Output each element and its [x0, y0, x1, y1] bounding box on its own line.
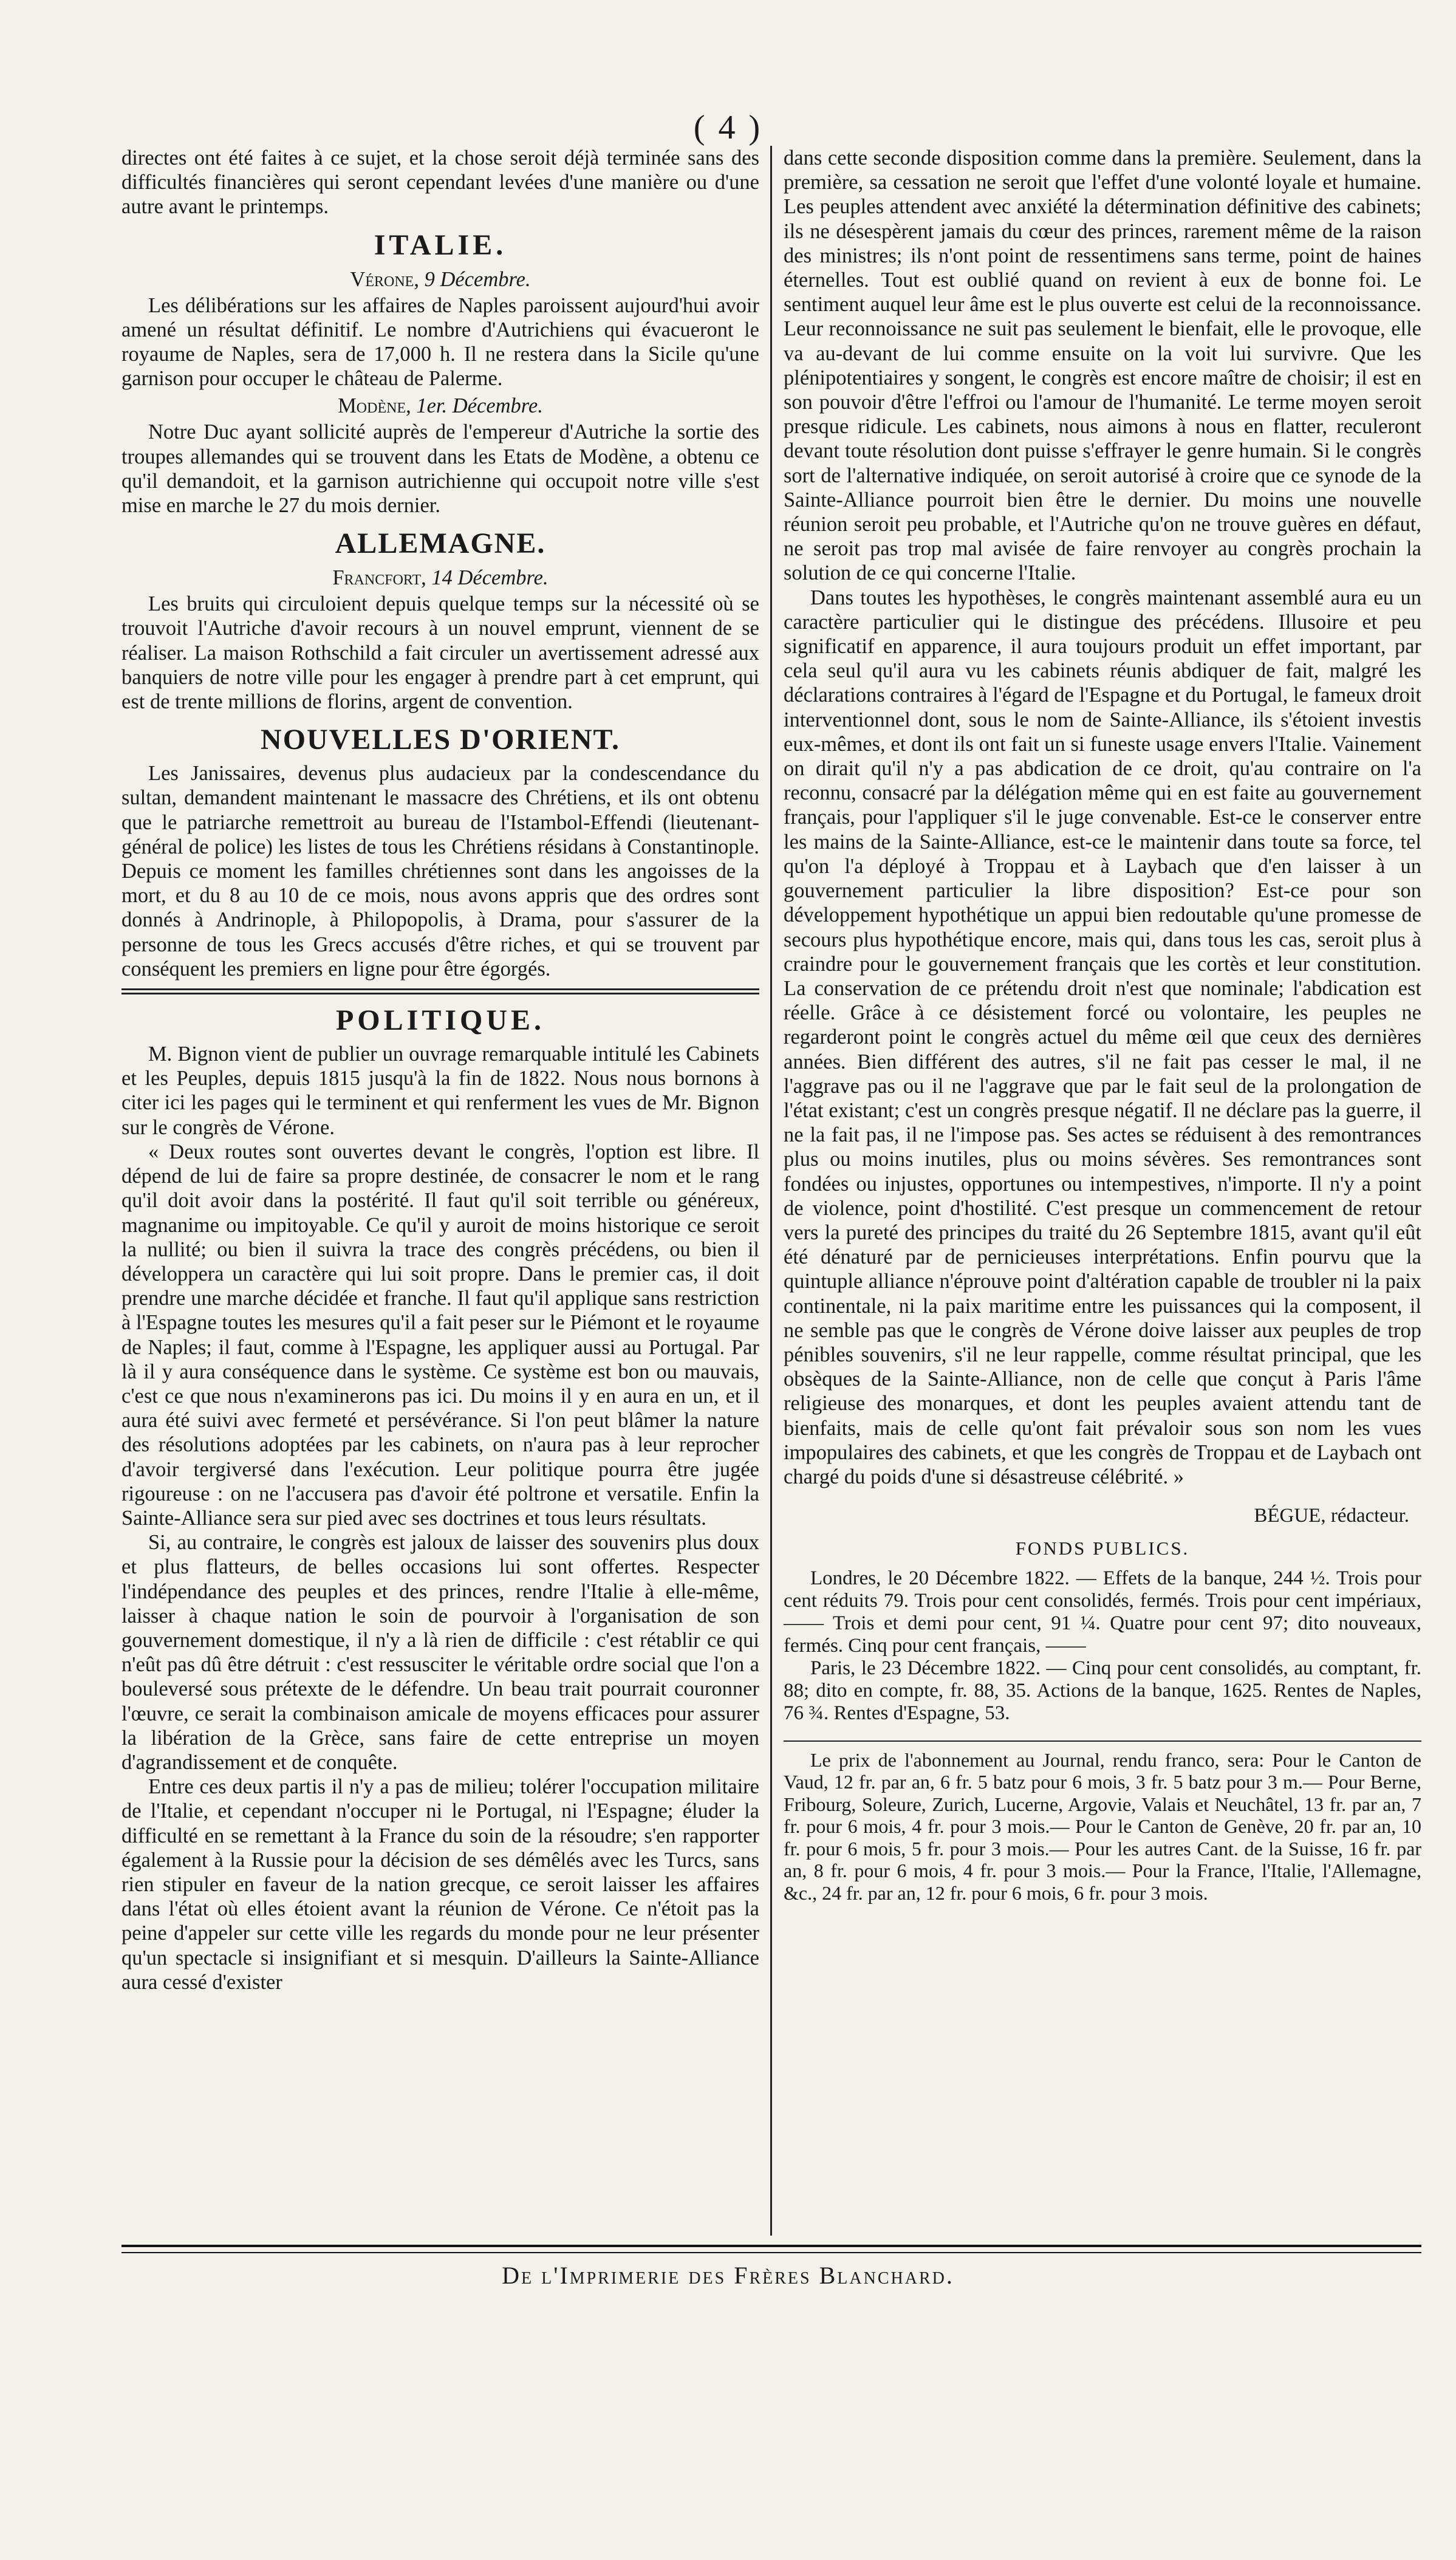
orient-heading: NOUVELLES D'ORIENT.: [261, 724, 620, 756]
left-column: [121, 146, 759, 1994]
politique-continued-paragraph: dans cette seconde disposition comme dans la première. Seulement, dans la première, sa cessation ne seroit que l'effet d'une volonté loyale et humaine. Les peuples attendent avec anxiété la détermination définitive des cabinets; ils ne désespèrent jamais du cœur des princes, rarement même de la raison des ministres; ils n'ont point de ressentimens sans terme, point de haines éternelles. Tout est oublié quand on revient à eux de bonne foi. Le sentiment auquel leur âme est le plus ouverte est celui de la reconnoissance. Leur reconnoissance ne suit pas seulement le bienfait, elle le provoque, elle va au-devant de lui comme ensuite on la voit lui survivre. Que les plénipotentiaires y songent, le congrès est encore maître de choisir; il est en son pouvoir d'être l'effroi ou l'amour de l'humanité. Le terme moyen seroit presque ridicule. Les cabinets, nous aimons à nous en flatter, reculeront devant toute résolution dont puisse s'effrayer le genre humain. Si le congrès sort de l'alternative indiquée, on seroit autorisé à croire que ce synode de la Sainte-Alliance pourroit bien être le dernier. Du moins une nouvelle réunion seroit peu probable, et l'Autriche qu'on ne trouve guères en défaut, ne seroit pas trop mal avisée de faire renvoyer au congrès prochain la solution de ce qui concerne l'Italie.: [784, 146, 1421, 585]
orient-paragraph: Les Janissaires, devenus plus audacieux par la condescendance du sultan, demandent maintenant le massacre des Chrétiens, et ils ont obtenu que le patriarche remettroit au bureau de l'Istambol-Effendi (lieutenant-général de police) les listes de tous les Chrétiens résidans à Constantinople. Depuis ce moment les familles chrétiennes sont dans les angoisses de la mort, et du 8 au 10 de ce mois, nous avons appris que des ordres sont donnés à Andrinople, à Philopopolis, à Drama, pour s'assurer de la personne de tous les Grecs accusés d'être riches, et qui se trouvent par conséquent les premiers en ligne pour être égorgés.: [121, 762, 759, 981]
francfort-date: 14 Décembre.: [431, 566, 549, 590]
allemagne-paragraph: Les bruits qui circuloient depuis quelque temps sur la nécessité où se trouvoit l'Autriche d'avoir recours à un nouvel emprunt, viennent de se réaliser. La maison Rothschild a fait circuler un avertissement adressé aux banquiers de notre ville pour les engager à prendre part à cet emprunt, qui est de trente millions de florins, argent de convention.: [121, 592, 759, 714]
subscription-notice: [784, 1740, 1421, 1905]
francfort-dateline: [121, 565, 759, 590]
footer-rule: [121, 2245, 1421, 2253]
londres-quotes: Londres, le 20 Décembre 1822. — Effets de la banque, 244 ½. Trois pour cent réduits 79. Trois pour cent consolidés, fermés. Trois pour cent impériaux, —— Trois et demi pour cent, 91 ¼. Quatre pour cent 97; dito nouveaux, fermés. Cinq pour cent français, ——: [784, 1567, 1421, 1657]
politique-paragraph-4: Entre ces deux partis il n'y a pas de milieu; tolérer l'occupation militaire de l'Italie, et cependant n'occuper ni le Portugal, ni l'Espagne; éluder la difficulté en se remettant à la France du soin de la résoudre; s'en rapporter également à la Russie pour la décision de ses démêlés avec les Turcs, sans rien stipuler en faveur de la nation grecque, ce seroit laisser les affaires dans l'état où elles étoient avant la réunion de Vérone. Ce n'étoit pas la peine d'appeler sur cette ville les regards du monde pour ne leur présenter qu'un spectacle si insignifiant et si mesquin. D'ailleurs la Sainte-Alliance aura cessé d'exister: [121, 1775, 759, 1994]
funds-heading: FONDS PUBLICS.: [1015, 1538, 1190, 1559]
politique-paragraph-1: M. Bignon vient de publier un ouvrage remarquable intitulé les Cabinets et les Peuples, depuis 1815 jusqu'à la fin de 1822. Nous nous bornons à citer ici les pages qui le terminent et qui renferment les vues de Mr. Bignon sur le congrès de Vérone.: [121, 1042, 759, 1139]
verone-dateline: [121, 267, 759, 292]
politique-paragraph-3: Si, au contraire, le congrès est jaloux de laisser des souvenirs plus doux et plus flatteurs, de belles occasions lui sont offertes. Respecter l'indépendance des peuples et des princes, rendre l'Italie à elle-même, laisser à chaque nation le soin de pourvoir à l'organisation de son gouvernement domestique, il n'y a là rien de difficile : c'est rétablir ce qui n'eût pas dû être détruit : c'est ressusciter le véritable ordre social que l'on a bouleversé sous prétexte de le défendre. Un beau trait pourrait couronner l'œuvre, ce serait la combinaison amicale de moyens efficaces pour assurer la libération de la Grèce, sans faire de cette entreprise un moyen d'agrandissement et de conquête.: [121, 1531, 759, 1774]
modene-place: Modène,: [338, 394, 411, 418]
modene-dateline: [121, 393, 759, 419]
right-column: [784, 146, 1421, 1904]
verone-paragraph: Les délibérations sur les affaires de Naples paroissent aujourd'hui avoir amené un résultat définitif. Le nombre d'Autrichiens qui évacueront le royaume de Naples, sera de 17,000 h. Il ne restera dans la Sicile qu'une garnison pour occuper le château de Palerme.: [121, 293, 759, 391]
intro-paragraph: directes ont été faites à ce sujet, et la chose seroit déjà terminée sans des difficultés financières qui seront cependant levées d'une manière ou d'une autre avant le printemps.: [121, 146, 759, 219]
paris-quotes: Paris, le 23 Décembre 1822. — Cinq pour cent consolidés, au comptant, fr. 88; dito en compte, fr. 88, 35. Actions de la banque, 1625. Rentes de Naples, 76 ¾. Rentes d'Espagne, 53.: [784, 1657, 1421, 1724]
modene-paragraph: Notre Duc ayant sollicité auprès de l'empereur d'Autriche la sortie des troupes allemandes qui se trouvent dans les Etats de Modène, a obtenu ce qu'il demandoit, et la garnison autrichienne qui occupoit notre ville s'est mise en marche le 27 du mois dernier.: [121, 420, 759, 518]
verone-place: Vérone,: [350, 267, 419, 291]
column-rule: [770, 146, 772, 2236]
editor-signature: BÉGUE, rédacteur.: [1254, 1505, 1409, 1527]
politique-paragraph-5: Dans toutes les hypothèses, le congrès maintenant assemblé aura eu un caractère particulier qui le distingue des précédens. Illusoire et peu significatif en apparence, il aura toujours produit un effet important, par cela seul qu'il aura vu les cabinets réunis abdiquer de fait, malgré les déclarations contraires à l'égard de l'Espagne et du Portugal, le fameux droit interventionnel dont, sous le nom de Sainte-Alliance, ils s'étoient investis eux-mêmes, et dont ils ont fait un si funeste usage envers l'Italie. Vainement on dirait qu'il n'y a pas abdication de ce droit, qu'au contraire on l'a reconnu, consacré par la délégation même qui en est faite au gouvernement français, pour l'appliquer s'il le juge convenable. Est-ce le conserver entre les mains de la Sainte-Alliance, est-ce le maintenir dans toute sa force, tel qu'on l'a déployé à Troppau et à Laybach que d'en laisser à un gouvernement particulier la libre disposition? Est-ce pour son développement hypothétique un appui bien redoutable qu'une promesse de secours plus hypothétique encore, mais qui, dans tous les cas, seroit plus à craindre pour le gouvernement français que les cortès et leur constitution. La conservation de ce prétendu droit n'est que nominale; l'abdication est réelle. Grâce à ce désistement forcé ou volontaire, les peuples ne regarderont point le congrès actuel du même œil que ceux des dernières années. Bien différent des autres, s'il ne fait pas cesser le mal, il ne l'aggrave pas ou il ne l'aggrave que par le fait seul de la prolongation de l'état existant; c'est un congrès presque négatif. Il ne déclare pas la guerre, il ne la fait pas, il ne l'impose pas. Ses actes se réduisent à des remontrances plus ou moins inutiles, plus ou moins sévères. Ses remontrances sont fondées ou injustes, opportunes ou intempestives, n'importe. Il n'y a point de violence, point d'hostilité. C'est presque un commencement de retour vers la pureté des principes du traité du 26 Septembre 1815, avant qu'il eût été dénaturé par de pernicieuses interprétations. Enfin pourvu que la quintuple alliance n'éprouve point d'altération capable de troubler ni la paix continentale, ni la paix maritime entre les puissances qui la composent, il ne semble pas que le congrès de Vérone doive laisser aux peuples de trop pénibles souvenirs, s'il ne leur rappelle, comme résultat principal, que les obsèques de la Sainte-Alliance, non de celle que conçut à Paris l'âme religieuse des monarques, et dont les peuples avaient attendu tant de bienfaits, mais de celle qu'ont fait prévaloir sous son nom les vues impopulaires des cabinets, et que les congrès de Troppau et de Laybach ont chargé du poids d'une si désastreuse célébrité. »: [784, 586, 1421, 1488]
politique-paragraph-2: « Deux routes sont ouvertes devant le congrès, l'option est libre. Il dépend de lui de faire sa propre destinée, de consacrer le nom et le rang qu'il doit avoir dans la postérité. Il faut qu'il soit terrible ou généreux, magnanime ou impitoyable. Ce qu'il y auroit de moins historique ce seroit la nullité; ou bien il suivra la trace des congrès précédens, ou bien il développera un caractère qui lui soit propre. Dans le premier cas, il doit prendre une marche décidée et franche. Il faut qu'il applique sans restriction à l'Espagne toutes les mesures qu'il a fait peser sur le Piémont et le royaume de Naples; il faut, comme à l'Espagne, les appliquer aussi au Portugal. Par là il y aura conséquence dans le système. Ce système est bon ou mauvais, c'est ce que nous n'examinerons pas ici. Du moins il y en aura en un, et il aura été suivi avec fermeté et persévérance. Si l'on peut blâmer la nature des résolutions adoptées par les cabinets, on n'aura pas à leur reprocher d'avoir tergiversé dans l'exécution. Leur politique pourra être jugée rigoureuse : on ne l'accusera pas d'avoir été poltrone et versatile. Enfin la Sainte-Alliance sera sur pied avec ses doctrines et tous leurs résultats.: [121, 1140, 759, 1530]
francfort-place: Francfort,: [332, 566, 426, 590]
verone-date: 9 Décembre.: [424, 267, 531, 291]
allemagne-heading: ALLEMAGNE.: [335, 527, 546, 560]
page-number: ( 4 ): [693, 109, 763, 146]
printer-imprint: De l'Imprimerie des Frères Blanchard.: [502, 2262, 954, 2289]
section-divider: [121, 988, 759, 994]
subscription-text: Le prix de l'abonnement au Journal, rendu franco, sera: Pour le Canton de Vaud, 12 fr. par an, 6 fr. 5 batz pour 6 mois, 3 fr. 5 batz pour 3 m.— Pour Berne, Fribourg, Soleure, Zurich, Lucerne, Argovie, Valais et Neuchâtel, 13 fr. par an, 7 fr. pour 6 mois, 4 fr. pour 3 mois.— Pour le Canton de Genève, 20 fr. par an, 10 fr. pour 6 mois, 5 fr. pour 3 mois.— Pour les autres Cant. de la Suisse, 16 fr. par an, 8 fr. pour 6 mois, 4 fr. pour 3 mois.— Pour la France, l'Italie, l'Allemagne, &c., 24 fr. par an, 12 fr. pour 6 mois, 6 fr. pour 3 mois.: [784, 1748, 1421, 1904]
politique-heading: POLITIQUE.: [335, 1004, 545, 1037]
modene-date: 1er. Décembre.: [416, 394, 543, 418]
italie-heading: ITALIE.: [374, 228, 507, 261]
funds-section: [784, 1536, 1421, 1724]
